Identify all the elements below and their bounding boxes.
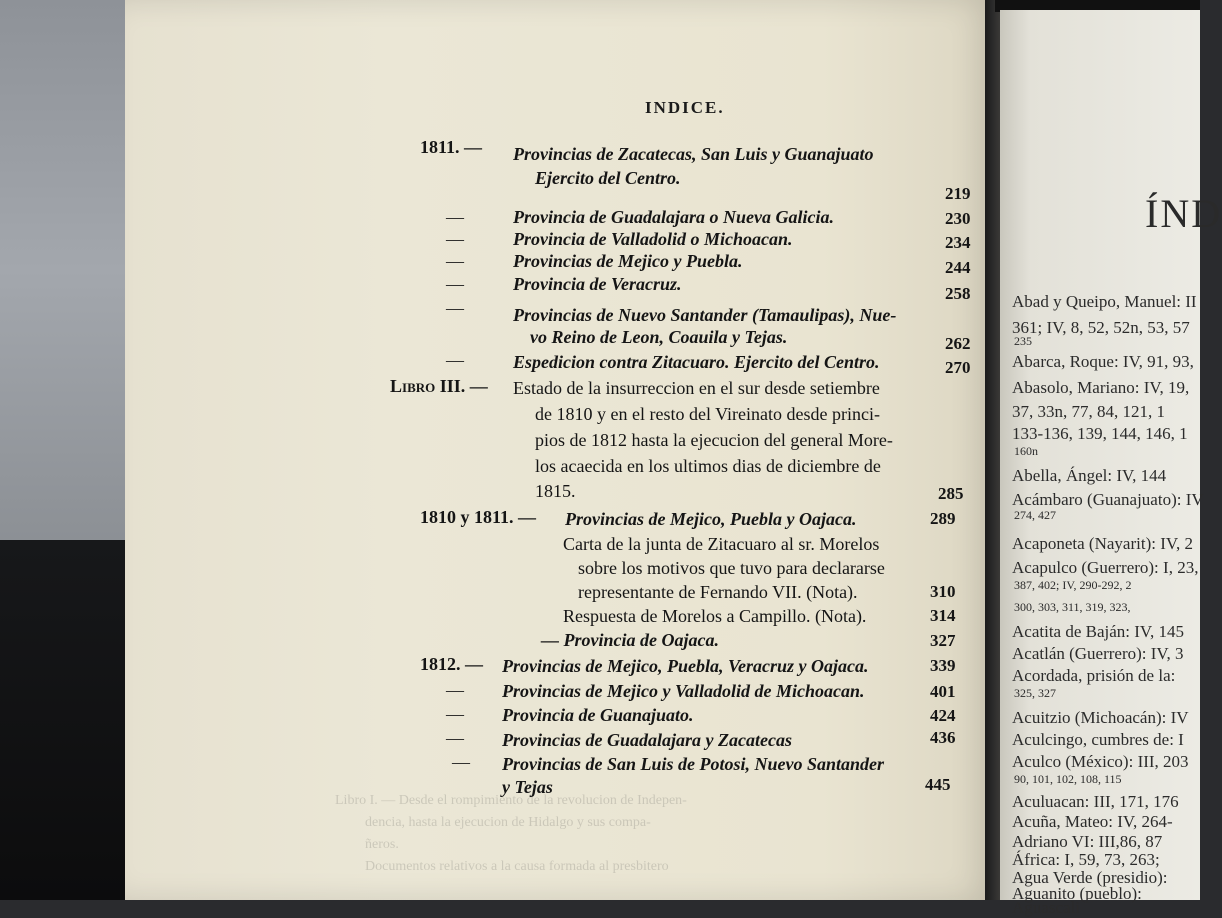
entry-line: los acaecida en los ultimos dias de diciembre de: [535, 456, 881, 476]
entry-lead: —: [446, 207, 464, 227]
index-line: 37, 33n, 77, 84, 121, 1: [1012, 402, 1165, 421]
index-line: Acuña, Mateo: IV, 264-: [1012, 812, 1173, 831]
entry-text: Provincia de Veracruz.: [513, 274, 682, 294]
entry-line: Estado de la insurreccion en el sur desde setiembre: [513, 378, 880, 398]
entry-text: Espedicion contra Zitacuaro. Ejercito del Centro.: [513, 352, 880, 372]
right-page: [1000, 10, 1222, 917]
index-line: 160n: [1014, 444, 1038, 458]
entry-line: Carta de la junta de Zitacuaro al sr. Morelos: [563, 534, 880, 554]
entry-text: Provincias de Guadalajara y Zacatecas: [502, 730, 792, 750]
page-title: INDICE.: [645, 98, 725, 117]
entry-lead: 1810 y 1811. —: [420, 507, 537, 527]
index-line: Agua Verde (presidio):: [1012, 868, 1168, 887]
page-number: 244: [945, 258, 971, 277]
index-line: 235: [1014, 334, 1032, 348]
index-line: 300, 303, 311, 319, 323,: [1014, 600, 1131, 614]
page-number: 270: [945, 358, 971, 377]
index-line: Abasolo, Mariano: IV, 19,: [1012, 378, 1190, 397]
page-number: 285: [938, 484, 964, 503]
entry-lead: —: [446, 350, 464, 370]
index-line: Acatlán (Guerrero): IV, 3: [1012, 644, 1184, 663]
entry-text: Provincias de Zacatecas, San Luis y Guanajuato: [513, 144, 874, 164]
page-number: 424: [930, 706, 956, 725]
index-line: Acatita de Baján: IV, 145: [1012, 622, 1185, 641]
entry-line: pios de 1812 hasta la ejecucion del general More-: [535, 430, 893, 450]
index-line: Aculcingo, cumbres de: I: [1012, 730, 1184, 749]
entry-text: Provincias de Mejico, Puebla, Veracruz y Oajaca.: [502, 656, 869, 676]
index-line: Aguanito (pueblo):: [1012, 884, 1142, 903]
page-number: 339: [930, 656, 956, 675]
index-line: 274, 427: [1014, 508, 1056, 522]
index-line: Acuitzio (Michoacán): IV: [1012, 708, 1189, 727]
index-line: Aculco (México): III, 203: [1012, 752, 1189, 771]
entry-text: Provincias de San Luis de Potosi, Nuevo Santander: [502, 754, 885, 774]
index-line: 133-136, 139, 144, 146, 1: [1012, 424, 1188, 443]
entry-lead: Libro III. —: [390, 376, 488, 396]
page-number: 401: [930, 682, 956, 701]
page-number: 262: [945, 334, 971, 353]
page-number: 234: [945, 233, 971, 252]
entry-lead: —: [446, 728, 464, 748]
page-number: 314: [930, 606, 956, 625]
page-number: 327: [930, 631, 956, 650]
index-line: 325, 327: [1014, 686, 1056, 700]
entry-text: Provincia de Guadalajara o Nueva Galicia.: [513, 207, 834, 227]
entry-text: Provincia de Guanajuato.: [502, 705, 694, 725]
index-line: Abella, Ángel: IV, 144: [1012, 466, 1167, 485]
entry-text: — Provincia de Oajaca.: [541, 630, 719, 650]
entry-lead: —: [446, 229, 464, 249]
index-line: 361; IV, 8, 52, 52n, 53, 57: [1012, 318, 1190, 337]
show-through-text: [335, 790, 895, 878]
entry-text: Provincia de Valladolid o Michoacan.: [513, 229, 793, 249]
page-number: 289: [930, 509, 956, 528]
page-number: 258: [945, 284, 971, 303]
index-line: Abarca, Roque: IV, 91, 93,: [1012, 352, 1194, 371]
entry-text: Provincias de Mejico, Puebla y Oajaca.: [565, 509, 857, 529]
entry-lead: —: [446, 298, 464, 318]
entry-line: 1815.: [535, 481, 576, 501]
show-through-line: Libro I. — Desde el rompimiento de la revolucion de Indepen-: [335, 793, 687, 808]
entry-lead: —: [446, 251, 464, 271]
page-number: 436: [930, 728, 956, 747]
page-number: 310: [930, 582, 956, 601]
entry-text: Provincias de Mejico y Puebla.: [513, 251, 743, 271]
entry-lead: —: [452, 752, 470, 772]
background-surface: [0, 0, 140, 540]
index-line: Acordada, prisión de la:: [1012, 666, 1176, 685]
page-number: 230: [945, 209, 971, 228]
index-line: Abad y Queipo, Manuel: II: [1012, 292, 1197, 311]
index-line: 90, 101, 102, 108, 115: [1014, 772, 1122, 786]
entry-lead: —: [446, 680, 464, 700]
entry-lead: —: [446, 704, 464, 724]
entry-continuation: Ejercito del Centro.: [535, 168, 681, 188]
index-line: Aguascali: [1012, 898, 1080, 917]
entry-continuation: y Tejas: [502, 777, 553, 797]
entry-line: representante de Fernando VII. (Nota).: [578, 582, 858, 602]
entry-text: Provincias de Nuevo Santander (Tamaulipas), Nue-: [513, 305, 897, 325]
index-line: Acapulco (Guerrero): I, 23,: [1012, 558, 1199, 577]
entry-text: Provincias de Mejico y Valladolid de Michoacan.: [502, 681, 865, 701]
page-number: 445: [925, 775, 951, 794]
show-through-line: dencia, hasta la ejecucion de Hidalgo y sus compa-: [365, 815, 651, 830]
entry-continuation: vo Reino de Leon, Coauila y Tejas.: [530, 327, 788, 347]
index-line: Adriano VI: III,86, 87: [1012, 832, 1163, 851]
entry-lead: 1811. —: [420, 137, 483, 157]
right-page-title: ÍND: [1145, 191, 1222, 236]
background-shadow: [0, 540, 140, 900]
index-line: 387, 402; IV, 290-292, 2: [1014, 578, 1132, 592]
show-through-line: Documentos relativos a la causa formada al presbitero: [365, 859, 669, 874]
index-line: Acámbaro (Guanajuato): IV: [1012, 490, 1204, 509]
entry-text: Respuesta de Morelos a Campillo. (Nota).: [563, 606, 867, 626]
index-line: África: I, 59, 73, 263;: [1012, 850, 1160, 869]
show-through-line: ñeros.: [365, 837, 399, 852]
entry-line: de 1810 y en el resto del Vireinato desde princi-: [535, 404, 880, 424]
entry-lead: 1812. —: [420, 654, 483, 674]
index-line: Aculuacan: III, 171, 176: [1012, 792, 1179, 811]
page-number: 219: [945, 184, 971, 203]
entry-line: sobre los motivos que tuvo para declararse: [578, 558, 885, 578]
entry-lead: —: [446, 274, 464, 294]
index-line: Acaponeta (Nayarit): IV, 2: [1012, 534, 1193, 553]
